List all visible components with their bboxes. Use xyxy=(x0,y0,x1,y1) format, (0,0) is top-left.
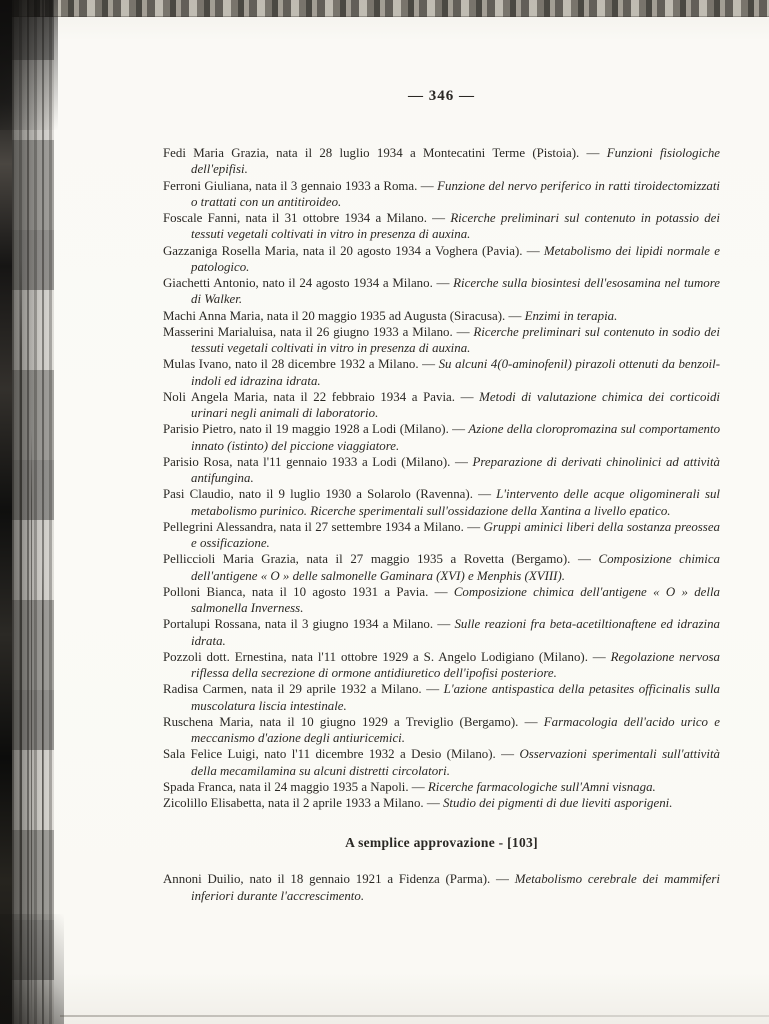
scan-bottom-edge-artifact xyxy=(60,1015,769,1017)
scan-scratch-line xyxy=(20,260,22,1024)
entry-thesis-title: Osservazioni sperimentali sull'attività della mecamilamina su alcuni distretti circolatori. xyxy=(191,747,720,778)
binding-shadow-artifact xyxy=(12,0,54,1024)
thesis-entry xyxy=(163,275,720,308)
thesis-entry xyxy=(163,584,720,617)
thesis-entry xyxy=(163,210,720,243)
entry-thesis-title: Sulle reazioni fra beta-acetiltionaftene ed idrazina idrata. xyxy=(191,617,720,648)
entry-person-details: Giachetti Antonio, nato il 24 agosto 1934 a Milano. — xyxy=(163,276,454,290)
entry-person-details: Fedi Maria Grazia, nata il 28 luglio 1934 a Montecatini Terme (Pistoia). — xyxy=(163,146,607,160)
entry-person-details: Radisa Carmen, nata il 29 aprile 1932 a Milano. — xyxy=(163,682,444,697)
thesis-entry xyxy=(163,551,720,584)
entry-person-details: Parisio Pietro, nato il 19 maggio 1928 a Lodi (Milano). — xyxy=(163,422,469,437)
entry-person-details: Sala Felice Luigi, nato l'11 dicembre 1932 a Desio (Milano). — xyxy=(163,747,520,762)
entry-thesis-title: Ricerche preliminari sul contenuto in potassio dei tessuti vegetali coltivati in vitro in presenza di auxina. xyxy=(191,211,720,242)
thesis-entry xyxy=(163,454,720,487)
entry-thesis-title: Funzione del nervo periferico in ratti tiroidectomizzati o trattati con un antitiroideo. xyxy=(191,178,720,209)
scan-corner-blot-top xyxy=(0,0,58,130)
section-entry-list xyxy=(163,871,720,904)
scan-scratch-line xyxy=(42,560,43,1024)
binding-edge-artifact xyxy=(0,0,12,1024)
page-number: — 346 — xyxy=(408,88,475,104)
entry-person-details: Ferroni Giuliana, nata il 3 gennaio 1933 a Roma. — xyxy=(163,178,438,193)
entry-thesis-title: Gruppi aminici liberi della sostanza preossea e ossificazione. xyxy=(191,519,720,550)
thesis-entry xyxy=(163,486,720,519)
entry-thesis-title: Su alcuni 4(0-aminofenil) pirazoli ottenuti da benzoil-indoli ed idrazina idrata. xyxy=(191,357,720,388)
entry-person-details: Ruschena Maria, nata il 10 giugno 1929 a Treviglio (Bergamo). — xyxy=(163,714,544,729)
scan-corner-blot-bottom xyxy=(0,914,64,1024)
scan-top-edge-artifact xyxy=(0,0,769,17)
thesis-entry xyxy=(163,649,720,682)
entry-thesis-title: Enzimi in terapia. xyxy=(524,308,618,323)
entry-person-details: Noli Angela Maria, nata il 22 febbraio 1934 a Pavia. — xyxy=(163,389,480,404)
entry-person-details: Pelliccioli Maria Grazia, nata il 27 maggio 1935 a Rovetta (Bergamo). — xyxy=(163,552,599,567)
entry-person-details: Mulas Ivano, nato il 28 dicembre 1932 a Milano. — xyxy=(163,357,439,372)
entry-thesis-title: Metabolismo dei lipidi normale e patologico. xyxy=(191,243,721,274)
thesis-entry xyxy=(163,421,720,454)
thesis-entry xyxy=(163,714,720,747)
thesis-entry xyxy=(163,681,720,714)
entry-thesis-title: Studio dei pigmenti di due lieviti asporigeni. xyxy=(442,796,673,810)
thesis-entry xyxy=(163,356,720,389)
entry-thesis-title: Ricerche sulla biosintesi dell'esosamina nel tumore di Walker. xyxy=(191,276,720,307)
entry-person-details: Machi Anna Maria, nata il 20 maggio 1935 ad Augusta (Siracusa). — xyxy=(163,308,525,323)
scan-scratch-line xyxy=(31,430,32,1024)
thesis-entry xyxy=(163,145,720,178)
entry-person-details: Pozzoli dott. Ernestina, nata l'11 ottobre 1929 a S. Angelo Lodigiano (Milano). — xyxy=(163,649,611,664)
thesis-entry xyxy=(163,871,720,904)
thesis-entry xyxy=(163,616,720,649)
entry-list xyxy=(163,145,720,811)
thesis-entry xyxy=(163,243,720,276)
entry-thesis-title: L'intervento delle acque oligominerali sul metabolismo purinico. Ricerche sperimentali sull'ossidazione della Xantina a livello epatico. xyxy=(191,487,720,518)
page-content xyxy=(163,88,720,904)
entry-thesis-title: L'azione antispastica della petasites officinalis sulla muscolatura liscia intestinale. xyxy=(191,682,720,713)
entry-thesis-title: Azione della cloropromazina sul comportamento innato (istinto) del piccione viaggiatore. xyxy=(191,422,721,453)
thesis-entry xyxy=(163,519,720,552)
thesis-entry xyxy=(163,324,720,357)
entry-thesis-title: Composizione chimica dell'antigene « O » della salmonella Inverness. xyxy=(191,584,720,615)
thesis-entry xyxy=(163,746,720,779)
thesis-entry xyxy=(163,308,720,324)
entry-thesis-title: Composizione chimica dell'antigene « O » delle salmonelle Gaminara (XVI) e Menphis (XVIII). xyxy=(191,552,720,583)
entry-person-details: Pellegrini Alessandra, nata il 27 settembre 1934 a Milano. — xyxy=(163,519,484,534)
entry-thesis-title: Metodi di valutazione chimica dei corticoidi urinari negli animali di laboratorio. xyxy=(191,389,721,420)
entry-person-details: Zicolillo Elisabetta, nata il 2 aprile 1933 a Milano. — xyxy=(163,796,443,810)
thesis-entry xyxy=(163,779,720,795)
entry-thesis-title: Preparazione di derivati chinolinici ad attività antifungina. xyxy=(191,454,720,485)
entry-thesis-title: Farmacologia dell'acido urico e meccanismo d'azione degli antiuricemici. xyxy=(191,714,720,745)
section-heading: A semplice approvazione - [103] xyxy=(345,835,538,851)
entry-thesis-title: Ricerche farmacologiche sull'Amni visnaga. xyxy=(427,779,656,794)
entry-person-details: Parisio Rosa, nata l'11 gennaio 1933 a Lodi (Milano). — xyxy=(163,454,473,469)
entry-person-details: Pasi Claudio, nato il 9 luglio 1930 a Solarolo (Ravenna). — xyxy=(163,487,497,502)
thesis-entry xyxy=(163,795,720,811)
thesis-entry xyxy=(163,389,720,422)
entry-thesis-title: Funzioni fisiologiche dell'epifisi. xyxy=(191,146,720,177)
entry-person-details: Spada Franca, nata il 24 maggio 1935 a Napoli. — xyxy=(163,779,428,794)
thesis-entry xyxy=(163,178,720,211)
entry-person-details: Portalupi Rossana, nata il 3 giugno 1934 a Milano. — xyxy=(163,617,455,632)
entry-thesis-title: Metabolismo cerebrale dei mammiferi inferiori durante l'accrescimento. xyxy=(191,872,721,903)
entry-person-details: Masserini Marialuisa, nata il 26 giugno 1933 a Milano. — xyxy=(163,324,474,339)
entry-person-details: Annoni Duilio, nato il 18 gennaio 1921 a Fidenza (Parma). — xyxy=(163,872,515,887)
entry-thesis-title: Regolazione nervosa riflessa della secrezione di ormone antidiuretico dell'ipofisi posteriore. xyxy=(191,649,720,680)
entry-thesis-title: Ricerche preliminari sul contenuto in sodio dei tessuti vegetali coltivati in vitro in presenza di auxina. xyxy=(191,324,720,355)
entry-person-details: Gazzaniga Rosella Maria, nata il 20 agosto 1934 a Voghera (Pavia). — xyxy=(163,243,544,258)
entry-person-details: Polloni Bianca, nata il 10 agosto 1931 a Pavia. — xyxy=(163,584,454,599)
entry-person-details: Foscale Fanni, nata il 31 ottobre 1934 a Milano. — xyxy=(163,211,451,225)
